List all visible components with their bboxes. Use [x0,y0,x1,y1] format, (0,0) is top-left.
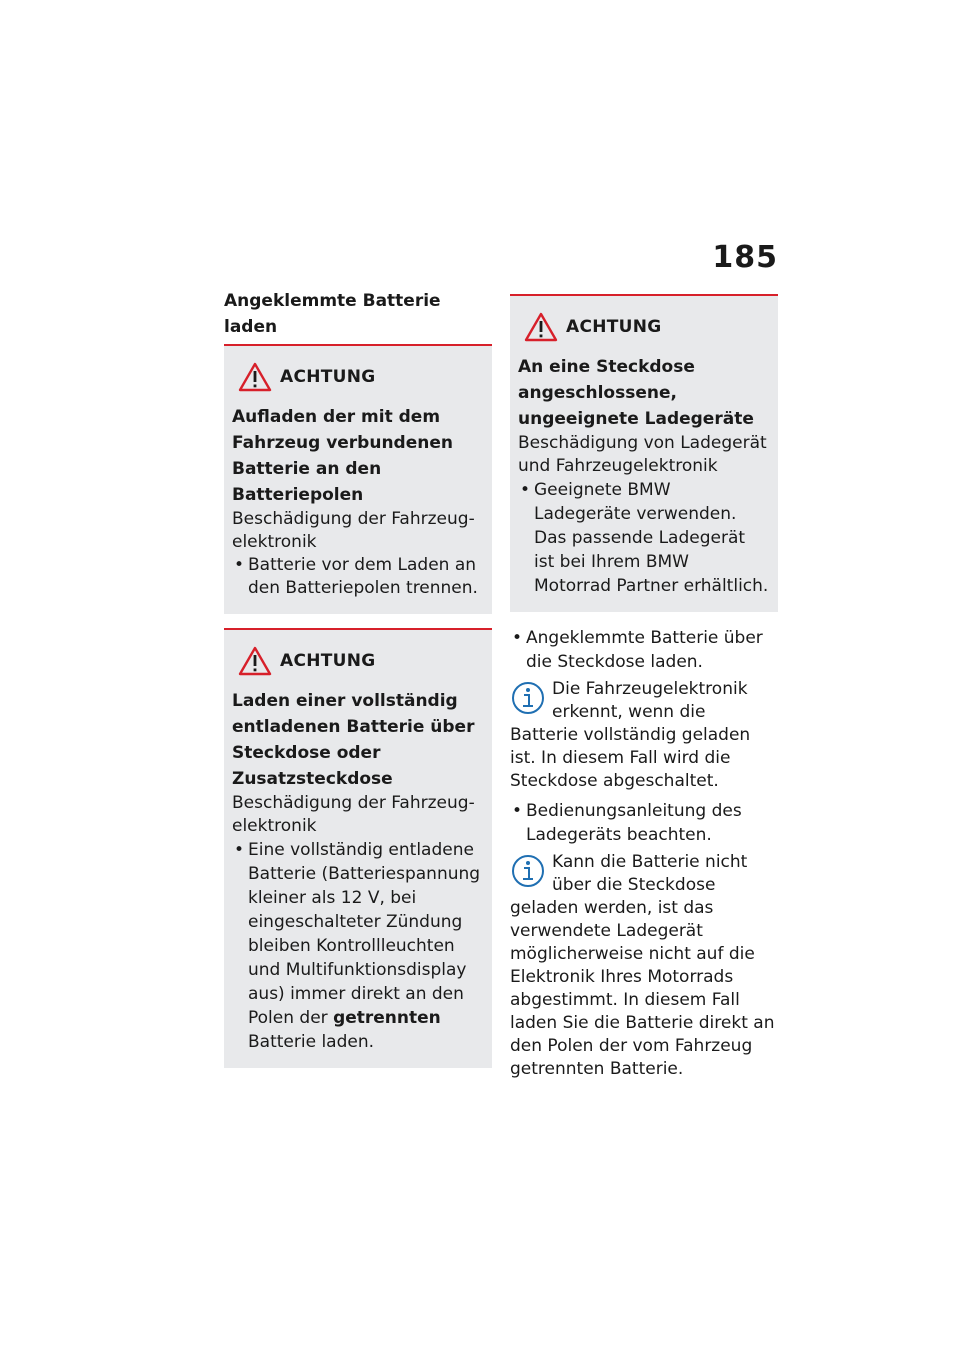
bullet-emphasis: getrennten [333,1008,441,1028]
bullet-text: Eine vollständig entladene Batterie (Batteriespannung kleiner als 12 V, bei eingeschalteter Zündung bleiben Kontrollleuchten und Multifunktionsdisplay aus) immer direkt an den Polen der [248,840,481,1028]
warning-box-unsuitable-chargers [510,294,778,612]
right-column [510,294,778,1087]
warning-header [524,312,770,342]
bullet-text-end: Batterie laden. [248,1032,375,1052]
instruction-step: • Angeklemmte Batterie über die Steckdose laden. [510,626,778,674]
info-note [510,678,778,793]
warning-box-fully-discharged [224,628,492,1068]
info-text: Die Fahrzeugelektronik erkennt, wenn die Batterie vollständig geladen ist. In diesem Fall wird die Steckdose abgeschaltet. [510,679,751,791]
warning-bullet: • Batterie vor dem Laden an den Batteriepolen trennen. [232,554,484,600]
warning-consequence: Beschädigung der Fahrzeugelektronik [232,793,475,836]
warning-bullet [232,838,484,1054]
warning-consequence: Beschädigung von Ladegerät und Fahrzeugelektronik [518,433,767,476]
left-column [224,288,492,1082]
info-note [510,851,778,1081]
warning-label: ACHTUNG [280,650,376,671]
warning-title: An eine Steckdose angeschlossene, ungeeignete Ladegeräte [518,357,754,429]
warning-triangle-icon [524,312,558,342]
info-icon [510,853,546,889]
warning-title: Laden einer vollständig entladenen Batterie über Steckdose oder Zusatzsteckdose [232,691,475,789]
warning-box-charging-at-poles [224,344,492,614]
section-heading: Angeklemmte Batterie laden [224,291,441,337]
warning-title: Aufladen der mit dem Fahrzeug verbundenen Batterie an den Batteriepolen [232,407,453,505]
warning-label: ACHTUNG [566,316,662,337]
info-text: Kann die Batterie nicht über die Steckdose geladen werden, ist das verwendete Ladegerät möglicherweise nicht auf die Elektronik Ihres Motorrads abgestimmt. In diesem Fall laden Sie die Batterie direkt an den Polen der vom Fahrzeug getrennten Batterie. [510,852,775,1079]
page-number: 185 [712,240,778,275]
warning-consequence: Beschädigung der Fahrzeugelektronik [232,509,475,552]
info-icon [510,680,546,716]
instructions [510,626,778,1081]
instruction-step: • Bedienungsanleitung des Ladegeräts beachten. [510,799,778,847]
warning-header [238,646,484,676]
warning-triangle-icon [238,646,272,676]
warning-bullet: • Geeignete BMW Ladegeräte verwenden. Das passende Ladegerät ist bei Ihrem BMW Motorrad Partner erhältlich. [518,478,770,598]
warning-triangle-icon [238,362,272,392]
warning-header [238,362,484,392]
warning-label: ACHTUNG [280,366,376,387]
